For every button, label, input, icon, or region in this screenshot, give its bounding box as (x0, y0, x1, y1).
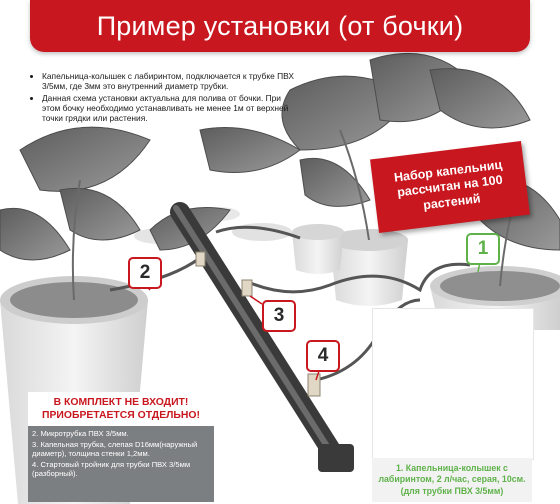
kit-warning: В КОМПЛЕКТ НЕ ВХОДИТ! ПРИОБРЕТАЕТСЯ ОТДЕЛЬНО! (28, 392, 214, 426)
callout-4: 4 (306, 340, 340, 372)
callout-1: 1 (466, 233, 500, 265)
kit-item: 2. Микротрубка ПВХ 3/5мм. (32, 429, 129, 438)
note-item: • Капельница-колышек с лабиринтом, подключается к трубке ПВХ 3/5мм, где 3мм это внутренний диаметр трубки. (42, 72, 294, 92)
callout-3: 3 (262, 300, 296, 332)
callout-2: 2 (128, 257, 162, 289)
promo-text: Набор капельниц рассчитан на 100 растений (393, 157, 504, 213)
product-caption: 1. Капельница-колышек с лабиринтом, 2 л/час, серая, 10см. (для трубки ПВХ 3/5мм) (372, 458, 532, 502)
kit-item: 3. Капельная трубка, слепая D16мм(наружный диаметр), толщина стенки 1,2мм. (32, 439, 198, 458)
page-title: Пример установки (от бочки) (96, 10, 464, 41)
kit-items (32, 430, 218, 481)
kit-item: 4. Стартовый тройник для трубки ПВХ 3/5мм (разборный). (32, 459, 191, 478)
installation-notes (30, 72, 294, 126)
note-item: • Данная схема установки актуальна для полива от бочки. При этом бочку необходимо устанавливать не менее 1м от верхней точки грядки или растения. (42, 94, 294, 124)
product-image-frame (372, 308, 534, 460)
title-banner (30, 0, 530, 52)
